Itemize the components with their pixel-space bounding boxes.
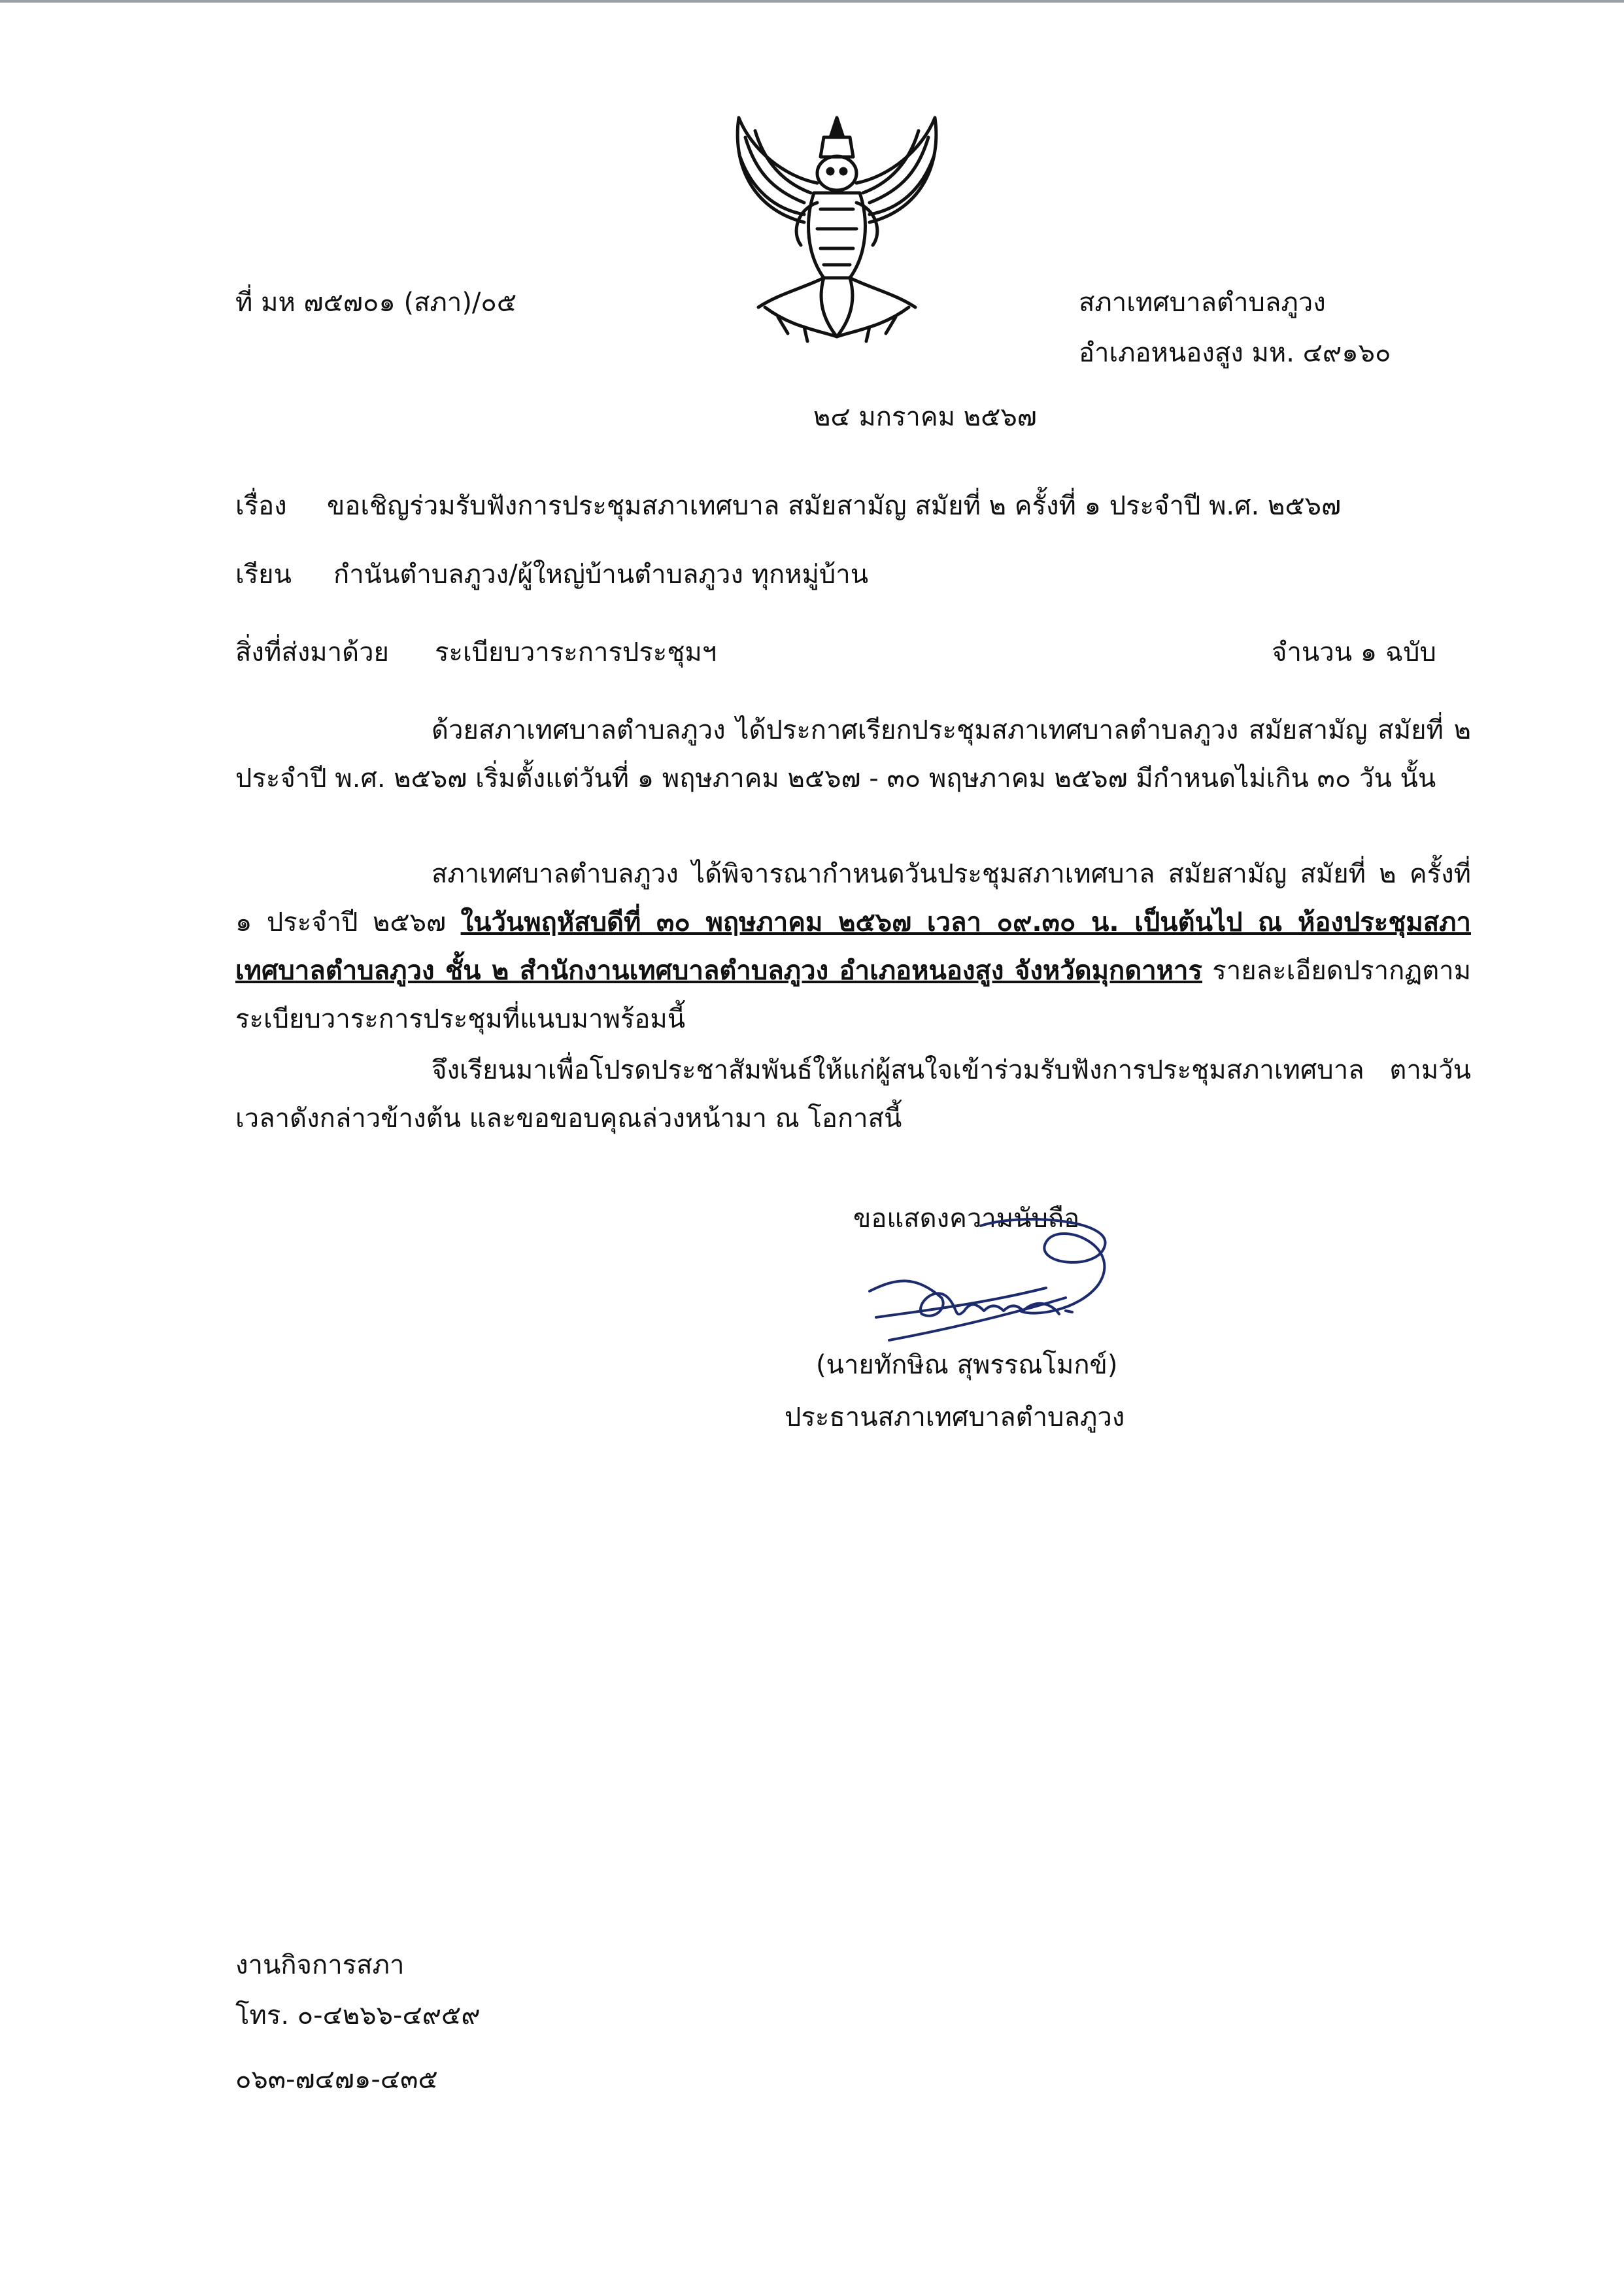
signatory-name: (นายทักษิณ สุพรรณโมกข์): [816, 1350, 1118, 1380]
closing-salutation: ขอแสดงความนับถือ: [853, 1204, 1080, 1234]
footer-department: งานกิจการสภา: [235, 1950, 405, 1980]
subject-text: ขอเชิญร่วมรับฟังการประชุมสภาเทศบาล สมัยสามัญ สมัยที่ ๒ ครั้งที่ ๑ ประจำปี พ.ศ. ๒๕๖๗: [327, 491, 1342, 521]
body-paragraph-1: [235, 706, 1471, 803]
para3-text: จึงเรียนมาเพื่อโปรดประชาสัมพันธ์ให้แก่ผู้สนใจเข้าร่วมรับฟังการประชุมสภาเทศบาล ตามวัน เวลาดังกล่าวข้างต้น และขอขอบคุณล่วงหน้ามา ณ โอกาสนี้: [235, 1055, 1471, 1134]
footer-telephone: โทร. ๐-๔๒๖๖-๔๙๕๙: [235, 2001, 481, 2031]
reference-number: ที่ มห ๗๕๗๐๑ (สภา)/๐๕: [235, 288, 517, 318]
document-date: ๒๔ มกราคม ๒๕๖๗: [813, 402, 1037, 432]
para1-text: ด้วยสภาเทศบาลตำบลภูวง ได้ประกาศเรียกประชุมสภาเทศบาลตำบลภูวง สมัยสามัญ สมัยที่ ๒ ประจำปี พ.ศ. ๒๕๖๗ เริ่มตั้งแต่วันที่ ๑ พฤษภาคม ๒๕๖๗ - ๓๐ พฤษภาคม ๒๕๖๗ มีกำหนดไม่เกิน ๓๐ วัน นั้น: [235, 715, 1471, 794]
body-paragraph-3: [235, 1046, 1471, 1143]
org-address: อำเภอหนองสูง มห. ๔๙๑๖๐: [1079, 338, 1391, 368]
recipient-text: กำนันตำบลภูวง/ผู้ใหญ่บ้านตำบลภูวง ทุกหมู่บ้าน: [333, 560, 869, 590]
recipient-label: เรียน: [235, 560, 292, 590]
body-paragraph-2: [235, 850, 1471, 1043]
footer-mobile: ๐๖๓-๗๔๗๑-๔๓๕: [235, 2065, 438, 2095]
page-top-border: [0, 0, 1624, 3]
garuda-emblem-icon: [726, 111, 948, 346]
para2-intro: สภาเทศบาลตำบลภูวง ได้พิจารณากำหนดวันประชุมสภาเทศบาล สมัยสามัญ สมัยที่ ๒ ครั้งที่ ๑ ประจำปี ๒๕๖๗: [235, 859, 1471, 937]
enclosure-count: จำนวน ๑ ฉบับ: [1272, 637, 1436, 667]
enclosure-text: ระเบียบวาระการประชุมฯ: [435, 637, 717, 667]
meeting-details-emphasis: ในวันพฤหัสบดีที่ ๓๐ พฤษภาคม ๒๕๖๗ เวลา ๐๙.๓๐ น. เป็นต้นไป ณ ห้องประชุมสภาเทศบาลตำบลภูวง ชั้น ๒ สำนักงานเทศบาลตำบลภูวง อำเภอหนองสูง จังหวัดมุกดาหาร: [235, 907, 1471, 986]
signatory-position: ประธานสภาเทศบาลตำบลภูวง: [785, 1402, 1125, 1432]
org-name: สภาเทศบาลตำบลภูวง: [1079, 288, 1326, 318]
subject-label: เรื่อง: [235, 491, 287, 521]
enclosure-label: สิ่งที่ส่งมาด้วย: [235, 637, 389, 667]
signature-icon: [850, 1206, 1164, 1357]
para2-rest: รายละเอียดปรากฏตามระเบียบวาระการประชุมที่แนบมาพร้อมนี้: [235, 956, 1471, 1034]
